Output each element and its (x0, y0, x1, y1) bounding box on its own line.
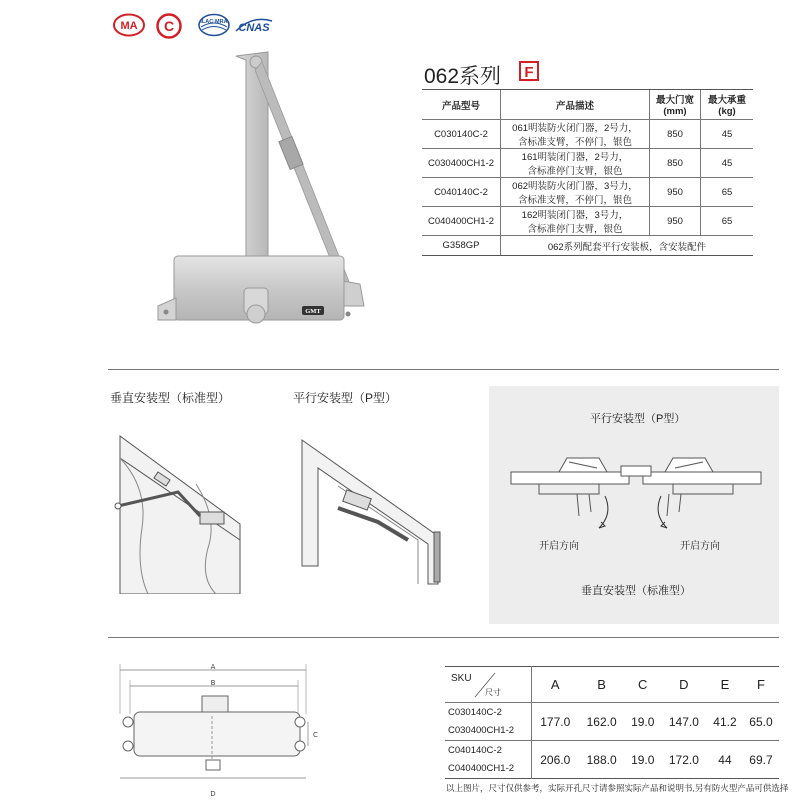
model-cell: C030400CH1-2 (422, 149, 501, 178)
dim-value-f: 65.0 (749, 714, 773, 729)
dim-value-d: 172.0 (668, 752, 699, 767)
desc-line-1: 062明装防火闭门器，3号力， (512, 181, 638, 192)
install-comparison-panel (489, 386, 779, 624)
desc-line-2: 含标准支臂，不停门，银色 (517, 195, 632, 206)
table-row (422, 178, 753, 207)
corner-sku-label: SKU (451, 673, 472, 684)
dim-label-a: A (210, 663, 216, 671)
dimension-table (445, 666, 779, 779)
dim-value-b: 162.0 (586, 714, 617, 729)
header-max-weight-unit: (kg) (718, 106, 736, 117)
weight-cell: 45 (701, 149, 754, 178)
parallel-install-drawing (298, 436, 444, 586)
table-row (422, 207, 753, 236)
ma-logo-text: MA (120, 20, 138, 32)
weight-cell: 45 (701, 120, 754, 149)
col-header-f: F (757, 677, 765, 692)
description-cell (501, 120, 650, 149)
weight-cell: 65 (701, 178, 754, 207)
header-max-width-unit: (mm) (663, 106, 687, 117)
dim-value-e: 41.2 (713, 714, 737, 729)
cnas-logo-text: CNAS (238, 22, 270, 34)
col-header-d: D (679, 677, 689, 692)
top-view-drawing (509, 446, 763, 536)
desc-line-2: 含标准停门支臂，银色 (527, 166, 623, 177)
dim-header-row (445, 667, 779, 703)
accessory-description-cell: 062系列配套平行安装板，含安装配件 (501, 236, 754, 256)
weight-cell: 65 (701, 207, 754, 236)
header-max-width-label: 最大门宽 (655, 95, 694, 106)
header-description: 产品描述 (501, 90, 650, 120)
desc-line-2: 含标准停门支臂，银色 (527, 224, 623, 235)
cma-cert-logo (153, 13, 185, 37)
description-cell (501, 149, 650, 178)
dim-value-a: 206.0 (540, 752, 571, 767)
ilac-mra-logo (197, 13, 231, 37)
width-cell: 850 (650, 149, 701, 178)
c-logo-text: C (163, 18, 175, 34)
ma-cert-logo (113, 13, 145, 37)
product-spec-table (422, 89, 753, 256)
parallel-install-caption: 平行安装型（P型） (293, 391, 398, 405)
series-title: 062系列 (424, 65, 502, 88)
col-header-e: E (720, 677, 730, 692)
panel-parallel-caption: 平行安装型（P型） (590, 413, 686, 425)
door-closer-product-image (150, 48, 370, 330)
divider-line (108, 369, 779, 370)
width-cell: 950 (650, 178, 701, 207)
col-header-c: C (638, 677, 648, 692)
description-cell (501, 178, 650, 207)
panel-vertical-caption: 垂直安装型（标准型） (581, 585, 691, 597)
open-direction-right-label: 开启方向 (680, 541, 720, 552)
table-row (445, 703, 779, 741)
dim-value-b: 188.0 (586, 752, 617, 767)
gmt-brand-label: GMT (305, 308, 321, 315)
footnote: 以上图片，尺寸仅供参考，实际开孔尺寸请参照实际产品和说明书,另有防火型产品可供选择 (446, 783, 789, 793)
sku-line: C040140C-2 (448, 744, 502, 756)
dim-label-d: D (210, 790, 216, 798)
col-header-a: A (550, 677, 560, 692)
open-direction-left-label: 开启方向 (539, 541, 579, 552)
vertical-install-drawing (108, 428, 248, 594)
desc-line-1: 061明装防火闭门器，2号力， (512, 123, 638, 134)
desc-line-1: 161明装闭门器，2号力， (521, 152, 629, 163)
model-cell: C030140C-2 (422, 120, 501, 149)
table-row (422, 149, 753, 178)
dim-corner-cell (445, 667, 532, 703)
description-cell (501, 207, 650, 236)
cnas-logo (232, 13, 276, 37)
header-max-weight-label: 最大承重 (707, 95, 746, 106)
sku-cell (445, 741, 532, 779)
divider-line (108, 637, 779, 638)
table-row (445, 741, 779, 779)
table-row (422, 120, 753, 149)
spec-header-row (422, 90, 753, 120)
header-max-width (650, 90, 701, 120)
dim-label-c: C (313, 731, 318, 739)
desc-line-1: 162明装闭门器，3号力， (521, 210, 629, 221)
model-cell: C040400CH1-2 (422, 207, 501, 236)
header-model: 产品型号 (422, 90, 501, 120)
dim-value-d: 147.0 (668, 714, 699, 729)
dimension-drawing (108, 660, 328, 800)
dim-label-b: B (210, 679, 216, 687)
vertical-install-caption: 垂直安装型（标准型） (110, 391, 231, 405)
sku-line: C030400CH1-2 (448, 724, 515, 736)
dim-value-f: 69.7 (749, 752, 773, 767)
fire-rated-badge: F (519, 61, 539, 81)
dim-value-c: 19.0 (631, 752, 655, 767)
dim-value-c: 19.0 (631, 714, 655, 729)
model-cell: G358GP (422, 236, 501, 256)
dim-value-e: 44 (718, 752, 732, 767)
sku-line: C040400CH1-2 (448, 762, 515, 774)
model-cell: C040140C-2 (422, 178, 501, 207)
width-cell: 950 (650, 207, 701, 236)
dim-value-a: 177.0 (540, 714, 571, 729)
col-header-b: B (597, 677, 606, 692)
header-max-weight (701, 90, 754, 120)
width-cell: 850 (650, 120, 701, 149)
table-row (422, 236, 753, 256)
ilac-logo-text: ILAC·MRA (200, 19, 228, 25)
corner-size-label: 尺寸 (485, 688, 501, 697)
sku-cell (445, 703, 532, 741)
desc-line-2: 含标准支臂，不停门，银色 (517, 137, 632, 148)
sku-line: C030140C-2 (448, 706, 502, 718)
